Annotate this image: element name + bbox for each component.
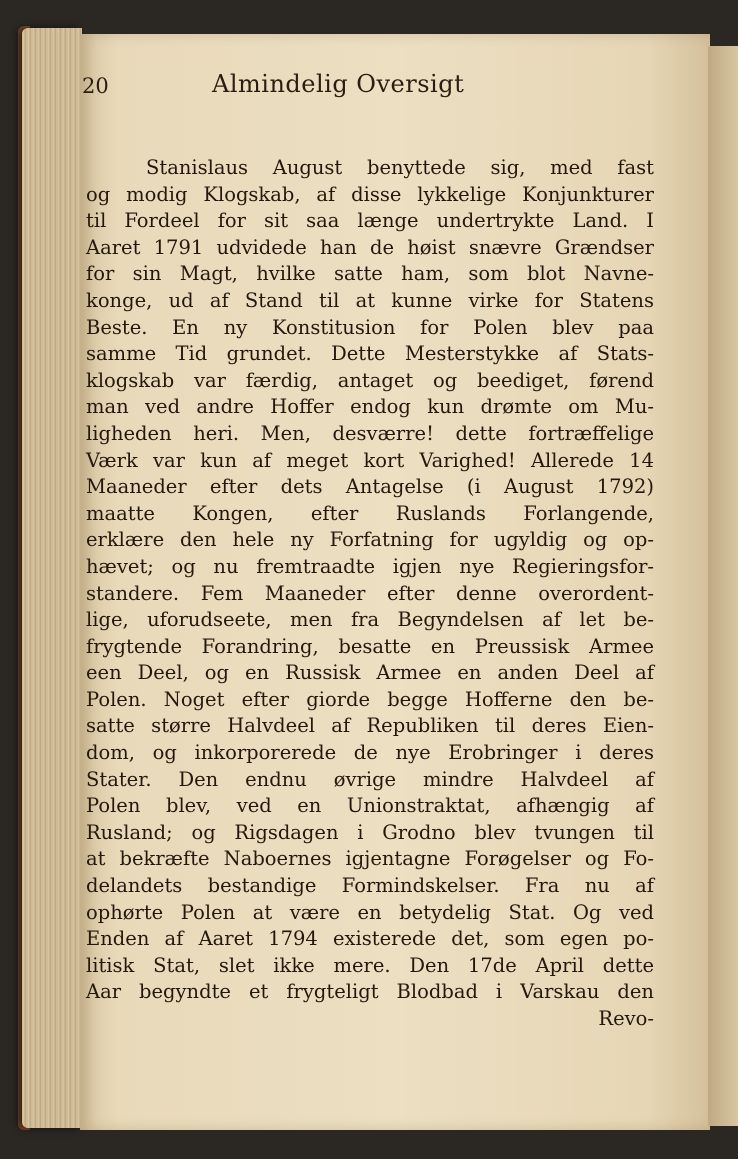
text-line: konge, ud af Stand til at kunne virke for Statens [86, 288, 654, 312]
text-line: Beste. En ny Konstitusion for Polen blev paa [86, 315, 654, 339]
text-line: Stanislaus August benyttede sig, med fast [146, 156, 654, 179]
text-line: Polen. Noget efter giorde begge Hofferne den be- [86, 687, 654, 711]
text-line: een Deel, og en Russisk Armee en anden Deel af [86, 661, 654, 685]
text-line: satte større Halvdeel af Republiken til deres Eien- [86, 714, 654, 738]
catchword: Revo- [598, 1007, 654, 1030]
text-line: Polen blev, ved en Unionstraktat, afhængig af [86, 794, 654, 818]
text-line: klogskab var færdig, antaget og beediget, førend [86, 368, 654, 392]
text-line: Værk var kun af meget kort Varighed! Allerede 14 [86, 448, 654, 472]
text-line: Enden af Aaret 1794 existerede det, som egen po- [86, 927, 654, 951]
text-line: Aaret 1791 udvidede han de høist snævre Grændser [86, 235, 654, 259]
text-line: og modig Klogskab, af disse lykkelige Konjunkturer [86, 182, 654, 206]
text-line: delandets bestandige Formindskelser. Fra nu af [86, 874, 654, 898]
text-line: for sin Magt, hvilke satte ham, som blot Navne- [86, 262, 654, 286]
text-line: maatte Kongen, efter Ruslands Forlangende, [86, 501, 654, 525]
text-line: ligheden heri. Men, desværre! dette fortræffelige [86, 421, 654, 445]
text-line: Aar begyndte et frygteligt Blodbad i Varskau den [86, 980, 654, 1004]
text-line: litisk Stat, slet ikke mere. Den 17de April dette [86, 953, 654, 977]
text-line: til Fordeel for sit saa længe undertrykte Land. I [86, 209, 654, 233]
text-line: Stater. Den endnu øvrige mindre Halvdeel af [86, 767, 654, 791]
text-line: at bekræfte Naboernes igjentagne Forøgelser og Fo- [86, 847, 654, 871]
text-line: standere. Fem Maaneder efter denne overordent- [86, 581, 654, 605]
text-line: ophørte Polen at være en betydelig Stat. Og ved [86, 900, 654, 924]
text-line: hævet; og nu fremtraadte igjen nye Regieringsfor- [86, 554, 654, 578]
text-line: Maaneder efter dets Antagelse (i August 1792) [86, 475, 654, 499]
page-edges [22, 28, 82, 1128]
text-line: man ved andre Hoffer endog kun drømte om Mu- [86, 395, 654, 419]
page-header [82, 68, 602, 108]
page-number: 20 [82, 74, 109, 98]
facing-page-edge [708, 46, 738, 1126]
text-line: dom, og inkorporerede de nye Erobringer i deres [86, 741, 654, 765]
text-line: frygtende Forandring, besatte en Preussisk Armee [86, 634, 654, 658]
text-line: erklære den hele ny Forfatning for ugyldig og op- [86, 528, 654, 552]
text-line: Rusland; og Rigsdagen i Grodno blev tvungen til [86, 820, 654, 844]
text-line: lige, uforudseete, men fra Begyndelsen af let be- [86, 608, 654, 632]
body-text [86, 155, 654, 1033]
running-title: Almindelig Oversigt [212, 70, 465, 98]
text-line: samme Tid grundet. Dette Mesterstykke af Stats- [86, 342, 654, 366]
